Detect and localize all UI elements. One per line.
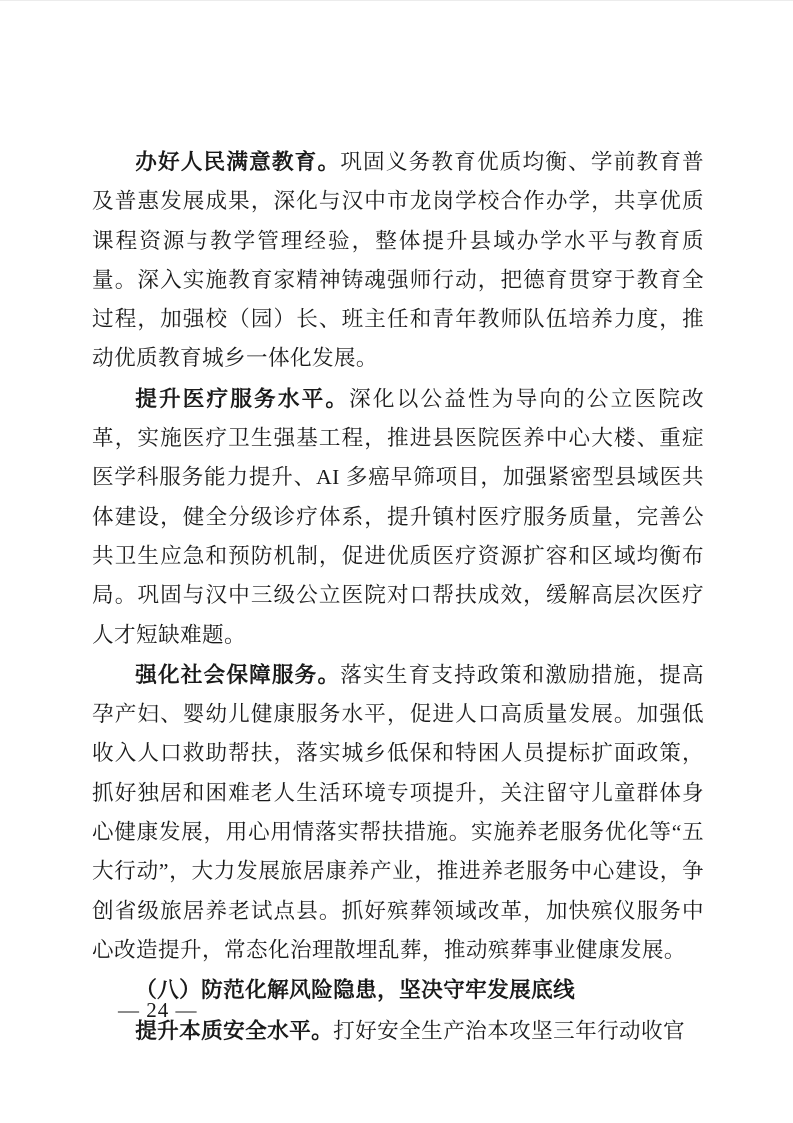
paragraph-medical	[92, 379, 704, 655]
paragraph-lead: 强化社会保障服务。	[135, 661, 341, 687]
paragraph-text: 深化以公益性为导向的公立医院改革，实施医疗卫生强基工程，推进县医院医养中心大楼、重症医学科服务能力提升、AI 多癌早筛项目，加强紧密型县域医共体建设，健全分级诊疗体系，提升镇村医疗服务质量，完善公共卫生应急和预防机制，促进优质医疗资源扩容和区域均衡布局。巩固与汉中三级公立医院对口帮扶成效，缓解高层次医疗人才短缺难题。	[92, 386, 704, 647]
paragraph-text: 打好安全生产治本攻坚三年行动收官	[333, 1018, 686, 1043]
paragraph-text: 巩固义务教育优质均衡、学前教育普及普惠发展成果，深化与汉中市龙岗学校合作办学，共享优质课程资源与教学管理经验，整体提升县域办学水平与教育质量。深入实施教育家精神铸魂强师行动，把德育贯穿于教育全过程，加强校（园）长、班主任和青年教师队伍培养力度，推动优质教育城乡一体化发展。	[92, 150, 704, 371]
document-body	[92, 142, 704, 1051]
paragraph-lead: 提升医疗服务水平。	[135, 385, 350, 411]
paragraph-social-security	[92, 655, 704, 970]
paragraph-text: 落实生育支持政策和激励措施，提高孕产妇、婴幼儿健康服务水平，促进人口高质量发展。加强低收入人口救助帮扶，落实城乡低保和特困人员提标扩面政策，抓好独居和困难老人生活环境专项提升，关注留守儿童群体身心健康发展，用心用情落实帮扶措施。实施养老服务优化等“五大行动”，大力发展旅居康养产业，推进养老服务中心建设，争创省级旅居养老试点县。抓好殡葬领域改革，加快殡仪服务中心改造提升，常态化治理散埋乱葬，推动殡葬事业健康发展。	[92, 662, 704, 962]
paragraph-education	[92, 142, 704, 379]
paragraph-lead: 办好人民满意教育。	[135, 149, 341, 174]
paragraph-lead: 提升本质安全水平。	[135, 1017, 334, 1043]
section-heading-text: （八）防范化解风险隐患，坚决守牢发展底线	[135, 977, 576, 1003]
page-number: — 24 —	[118, 998, 198, 1022]
